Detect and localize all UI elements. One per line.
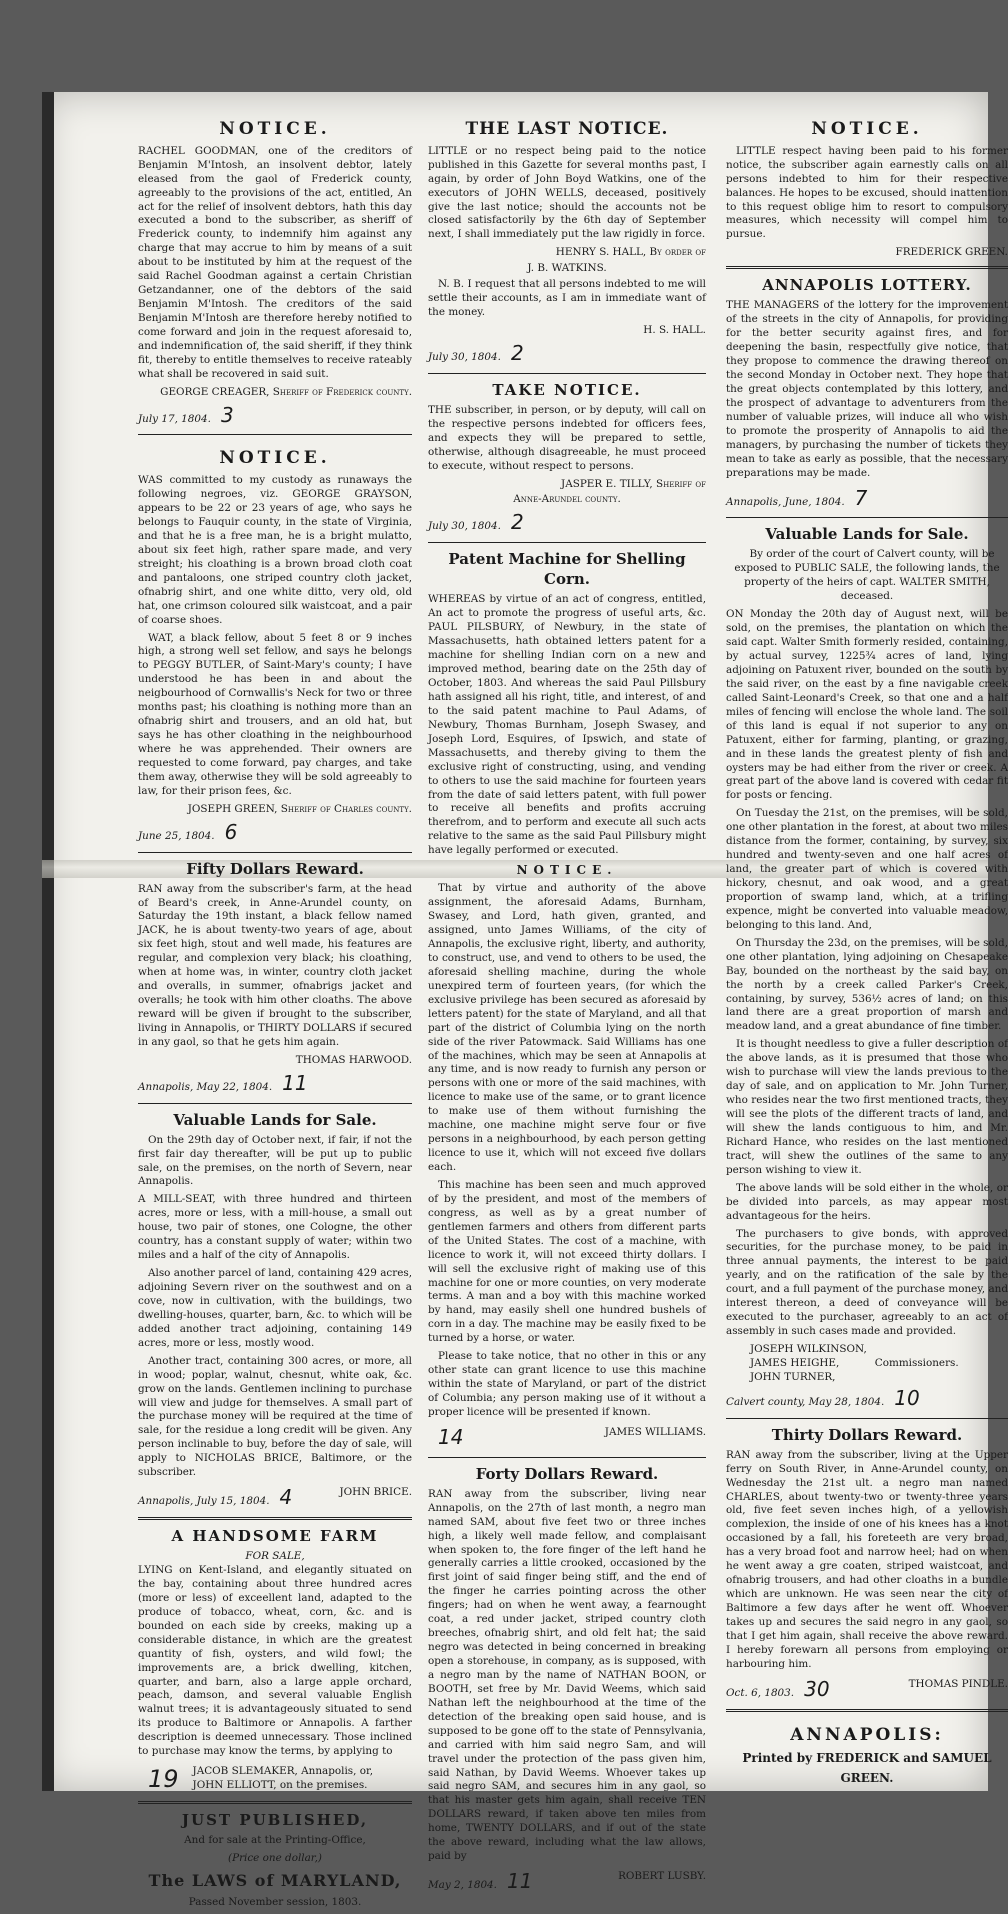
- notice-runaways-body-1: WAS committed to my custody as runaways the following negroes, viz. GEORGE GRAYSON, appears to be 22 or 23 years of age, who says he belongs to Fauquir county, in the state of Virginia, and that he is a free man, he is a bright mulatto, about six feet high, rather spare made, and very streight; his cloathing is a brown broad cloth coat and pantaloons, one striped country cloth jacket, ofnabrig shirt, and one white ditto, very old, old hat, one crimson coloured silk waistcoat, and a pair of coarse shoes.: [138, 474, 412, 626]
- reward-fifty-heading: Fifty Dollars Reward.: [186, 859, 364, 878]
- imprint-line-2: GREEN.: [840, 1771, 894, 1786]
- column-1: [138, 106, 412, 1914]
- calvert-lands-p6: The purchasers to give bonds, with approved securities, for the purchase money, to be paid in three annual payments, the interest to be paid yearly, and on the ratification of the sale by the court, and a full payment of the purchase money, and interest thereon, a deed of conveyance will be executed to the purchaser, agreeably to an act of assembly in such cases made and provided.: [726, 1227, 1008, 1338]
- farm-subheading: FOR SALE,: [245, 1550, 305, 1563]
- lands-severn-p3: Another tract, containing 300 acres, or more, all in wood; poplar, walnut, chesnut, white oak, &c. grow on the lands. Gentlemen inclining to purchase will view and judge for themselves. A small part of the purchase money will be required at the time of sale, for the residue a long credit will be given. Any person inclinable to buy, before the day of sale, will apply to NICHOLAS BRICE, Baltimore, or the subscriber.: [138, 1354, 412, 1479]
- calvert-lands-signature-1: JOSEPH WILKINSON,: [750, 1343, 867, 1355]
- lottery-body: THE MANAGERS of the lottery for the improvement of the streets in the city of Annapolis, for providing for the better security against fires, and for deepening the basin, respectfully give notice, that they propose to commence the drawing thereof on the second Monday in October next. They hope that the great objects contemplated by this lottery, and the prospect of advantage to adventurers from the number of valuable prizes, will induce all who wish to promote the prosperity of Annapolis to aid the managers, by purchasing the number of tickets they mean to take as early as possible, that the necessary preparations may be made.: [726, 299, 1008, 479]
- lottery-date: Annapolis, June, 1804.: [726, 495, 845, 508]
- notice-runaways-signature: JOSEPH GREEN, Sheriff of Charles county.: [187, 802, 412, 815]
- published-heading: JUST PUBLISHED,: [181, 1811, 369, 1830]
- divider: [138, 1103, 412, 1104]
- notice-runaways-heading: NOTICE.: [219, 448, 331, 469]
- published-line-3: The LAWS of MARYLAND,: [148, 1871, 402, 1891]
- calvert-lands-p5: The above lands will be sold either in the whole, or be divided into parcels, as may appear most advantageous for the heirs.: [726, 1181, 1008, 1222]
- lands-severn-number: 4: [279, 1485, 293, 1510]
- reward-fifty-number: 11: [282, 1070, 308, 1095]
- take-notice-number: 2: [510, 510, 524, 535]
- calvert-lands-p3: On Thursday the 23d, on the premises, will be sold, one other plantation, lying adjoining on Chesapeake Bay, bounded on the northeast by the said bay, on the north by a creek called Parker's Creek, containing, by survey, 536½ acres of land; on this land there are a great proportion of marsh and meadow land, and a great abundance of fine timber.: [726, 936, 1008, 1033]
- last-notice-signature-1: HENRY S. HALL, By order of: [555, 246, 706, 259]
- reward-thirty-body: RAN away from the subscriber, living at the Upper ferry on South River, in Anne-Arundel county, on Wednesday the 21st ult. a negro man named CHARLES, about twenty-two or twenty-three years old, five feet seven inches high, of a yellowish complexion, the inside of one of his knees has a knot occasioned by a fall, his foreteeth are very broad, has a very broad foot and narrow heel; had on when he went away a gre coaten, striped waistcoat, and ofnabrig trousers, and had other cloaths in a bundle which are unknown. He was seen near the city of Baltimore a few days after he went off. Whoever takes up and secures the said negro in any gaol, so that I get him again, shall receive the above reward. I hereby forewarn all persons from employing or harbouring him.: [726, 1448, 1008, 1670]
- reward-forty-number: 11: [506, 1869, 533, 1894]
- reward-thirty-number: 30: [804, 1676, 830, 1701]
- last-notice-signature-2: J. B. WATKINS.: [527, 262, 607, 275]
- patent-notice-body-3: Please to take notice, that no other in this or any other state can grant licence to use this machine within the state of Maryland, or part of the district of Columbia; any person making use of it without a proper licence will be presented if known.: [428, 1350, 706, 1418]
- column-3: [726, 106, 1008, 1790]
- take-notice-signature-2: Anne-Arundel county.: [513, 493, 621, 506]
- patent-notice-body-2: This machine has been seen and much approved of by the president, and most of the members of congress, as well as by a great number of gentlemen farmers and others from different parts of the United States. The cost of a machine, with licence to work it, will not exceed thirty dollars. I will sell the exclusive right of making use of this machine for one or more counties, on very moderate terms. A man and a boy with this machine worked by hand, may easily shell one hundred bushels of corn in a day. The machine may be easily fixed to be turned by a horse, or water.: [428, 1178, 706, 1345]
- patent-heading: Patent Machine for Shelling Corn.: [448, 550, 686, 589]
- notice-goodman-body: RACHEL GOODMAN, one of the creditors of Benjamin M'Intosh, an insolvent debtor, lately eleased from the gaol of Frederick county, agreeably to the provisions of the act, entitled, An act for the relief of insolvent debtors, hath this day executed a bond to the subscriber, as sheriff of Frederick county, to indemnify him against any charge that may accrue to him by means of a suit about to be instituted by him at the request of the said Rachel Goodman against a certain Christian Getzandanner, one of the debtors of the said Benjamin M'Intosh. The creditors of the said Benjamin M'Intosh are therefore hereby notified to come forward and join in the request aforesaid to, and indemnification of, the said sheriff, if they think fit, thereby to entitle themselves to receive rateably what shall be recovered in said suit.: [138, 144, 413, 380]
- lands-severn-p2: Also another parcel of land, containing 429 acres, adjoining Severn river on the southwest and on a cove, now in cultivation, with the buildings, two dwelling-houses, quarter, barn, &c. to which will be added another tract adjoining, containing 149 acres, more or less, mostly wood.: [138, 1267, 412, 1349]
- reward-fifty-signature: THOMAS HARWOOD.: [295, 1053, 412, 1066]
- calvert-lands-p2: On Tuesday the 21st, on the premises, will be sold, one other plantation in the forest, at about two miles distance from the former, containing, by survey, six hundred and twenty-seven and one half acres of land, the greater part of which is covered with hickory, chesnut, and oak wood, and a great proportion of swamp land, which, at a trifling expence, might be converted into valuable meadow, belonging to this land. And,: [726, 807, 1008, 931]
- divider: [726, 1418, 1008, 1419]
- patent-notice-number: 14: [438, 1424, 464, 1449]
- published-line-4: Passed November session, 1803.: [188, 1895, 362, 1908]
- green-notice-body: LITTLE respect having been paid to his former notice, the subscriber again earnestly calls on all persons indebted to him for their respective balances. He hopes to be excused, should inattention to this request oblige him to resort to compulsory measures, which necessity will compel him to pursue.: [726, 144, 1008, 241]
- calvert-lands-heading: Valuable Lands for Sale.: [765, 525, 969, 544]
- divider: [428, 373, 706, 374]
- reward-thirty-signature: THOMAS PINDLE.: [908, 1677, 1008, 1690]
- divider: [138, 852, 412, 853]
- lands-severn-date: Annapolis, July 15, 1804.: [138, 1495, 270, 1508]
- reward-forty-date: May 2, 1804.: [428, 1879, 497, 1892]
- reward-forty-body: RAN away from the subscriber, living near Annapolis, on the 27th of last month, a negro man named SAM, about five feet two or three inches high, a likely well made fellow, and complaisant when spoken to, the fore finger of the left hand he generally carries a little crooked, occasioned by the first joint of said finger being stiff, and the end of the finger he carries pointing across the other fingers; had on when he went away, a fearnought coat, a red under jacket, striped country cloth breeches, ofnabrig shirt, and old felt hat; the said negro was detected in being concerned in breaking open a storehouse, in company, as is supposed, with a negro man by the name of NATHAN BOON, or BOOTH, set free by Mr. David Weems, which said Nathan left the neighbourhood at the time of the detection of the breaking open said house, and is supposed to be gone off to the state of Pennsylvania, and carried with him said negro Sam, and will travel under the protection of the pass given him, said Nathan, by David Weems. Whoever takes up said negro SAM, and secures him in any gaol, so that his master gets him again, shall receive TEN DOLLARS reward, if taken above ten miles from home, TWENTY DOLLARS, and if out of the state the above reward, including what the law allows, paid by: [428, 1487, 706, 1863]
- calvert-lands-intro: By order of the court of Calvert county, will be exposed to PUBLIC SALE, the following lands, the property of the heirs of capt. WALTER SMITH, deceased.: [734, 548, 1000, 603]
- take-notice-signature-1: JASPER E. TILLY, Sheriff of: [561, 477, 706, 490]
- green-notice-heading: NOTICE.: [811, 119, 923, 139]
- last-notice-date: July 30, 1804.: [428, 350, 501, 363]
- published-line-1: And for sale at the Printing-Office,: [184, 1834, 366, 1847]
- calvert-lands-number: 10: [894, 1385, 920, 1410]
- divider: [138, 434, 412, 435]
- last-notice-nb: N. B. I request that all persons indebted to me will settle their accounts, as I am in immediate want of the money.: [428, 278, 706, 319]
- farm-body: LYING on Kent-Island, and elegantly situated on the bay, containing about three hundred acres (more or less) of exceellent land, adapted to the produce of tobacco, wheat, corn, &c. and is bounded on each side by creeks, making up a considerable distance, in which are the greatest quantity of fish, oysters, and wild fowl; the improvements are, a brick dwelling, kitchen, quarter, and barn, also a large apple orchard, peach, damson, and several valuable English walnut trees; it is advantageously situated to send its produce to Baltimore or Annapolis. A farther description is deemed unnecessary. Those inclined to purchase may know the terms, by applying to: [138, 1564, 412, 1758]
- last-notice-nb-signature: H. S. HALL.: [643, 324, 706, 337]
- notice-goodman-signature: GEORGE CREAGER, Sheriff of Frederick county.: [160, 385, 412, 398]
- imprint-line-1: Printed by FREDERICK and SAMUEL: [742, 1751, 992, 1766]
- patent-body: WHEREAS by virtue of an act of congress, entitled, An act to promote the progress of useful arts, &c. PAUL PILSBURY, of Newbury, in the state of Massachusetts, hath obtained letters patent for a machine for shelling Indian corn on a new and improved method, bearing date on the 25th day of October, 1803. And whereas the said Paul Pillsbury hath assigned all his right, title, and interest, of and to the said patent machine to Paul Adams, of Newbury, Thomas Burnham, Joseph Swasey, and Joseph Lord, Esquires, of Ipswich, and state of Massachusetts, and thereby giving to them the exclusive right of constructing, using, and vending to others to use the said machine for fourteen years from the date of said letters patent, with full power to receive all benefits and profits accruing therefrom, and to perform and execute all such acts relative to the same as the said Paul Pillsbury might have legally performed or executed.: [428, 593, 706, 857]
- patent-notice-body-1: That by virtue and authority of the above assignment, the aforesaid Adams, Burnham, Swasey, and Lord, hath given, granted, and assigned, unto James Williams, of the city of Annapolis, the exclusive right, liberty, and authority, to construct, use, and vend to others to be used, the aforesaid shelling machine, during the whole unexpired term of fourteen years, (for which the exclusive privilege has been secured as aforesaid by letters patent) for the state of Maryland, and all that part of the district of Columbia lying on the north side of the river Patowmack. Said Williams has one of the machines, which may be seen at Annapolis at any time, and is now ready to furnish any person or persons with one or more of the said machines, with licence to make use of the same, or to grant licence to make use of them without furnishing the machine, one machine might serve four or five persons in a neighbourhood, by each person getting licence to use it, which will not exceed five dollars each.: [428, 882, 706, 1174]
- farm-heading: A HANDSOME FARM: [171, 1526, 379, 1545]
- patent-notice-signature: JAMES WILLIAMS.: [604, 1425, 706, 1438]
- notice-goodman-number: 3: [220, 402, 234, 427]
- farm-signature-1: JACOB SLEMAKER, Annapolis, or,: [192, 1765, 374, 1778]
- take-notice-date: July 30, 1804.: [428, 520, 501, 533]
- calvert-lands-signature-2: JAMES HEIGHE,: [750, 1356, 840, 1369]
- farm-signature-2: JOHN ELLIOTT, on the premises.: [192, 1779, 368, 1792]
- divider: [726, 517, 1008, 518]
- binding-edge: [42, 92, 54, 1791]
- calvert-lands-signature-3: JOHN TURNER,: [750, 1370, 836, 1383]
- divider: [726, 266, 1008, 269]
- lands-severn-heading: Valuable Lands for Sale.: [173, 1110, 377, 1129]
- lands-severn-intro: On the 29th day of October next, if fair, if not the first fair day thereafter, will be put up to public sale, on the premises, on the north of Severn, near Annapolis.: [138, 1133, 412, 1188]
- imprint-heading: ANNAPOLIS:: [790, 1724, 944, 1745]
- last-notice-number: 2: [510, 340, 524, 365]
- take-notice-body: THE subscriber, in person, or by deputy, will call on the respective persons indebted for officers fees, and expects they will be prepared to settle, otherwise, although disagreeable, he must proceed to execute, without respect to persons.: [428, 403, 706, 472]
- divider: [138, 1517, 412, 1520]
- calvert-lands-p4: It is thought needless to give a fuller description of the above lands, as it is presumed that those who wish to purchase will view the lands previous to the day of sale, and on application to Mr. John Turner, who resides near the two first mentioned tracts, they will see the plots of the different tracts of land, and will shew the lands contiguous to him, and Mr. Richard Hance, who resides on the last mentioned tract, will shew the outlines of the same to any person wishing to view it.: [726, 1038, 1008, 1176]
- take-notice-heading: TAKE NOTICE.: [492, 380, 642, 399]
- lottery-number: 7: [854, 485, 868, 510]
- lands-severn-p1: A MILL-SEAT, with three hundred and thirteen acres, more or less, with a mill-house, a small out house, two pair of stones, one Cologne, the other country, has a constant supply of water; within two miles and a half of the city of Annapolis.: [138, 1193, 412, 1262]
- newspaper-page: [42, 92, 1008, 1908]
- divider: [726, 1709, 1008, 1712]
- reward-forty-signature: ROBERT LUSBY.: [618, 1870, 706, 1883]
- divider: [138, 1801, 412, 1804]
- reward-forty-heading: Forty Dollars Reward.: [475, 1464, 659, 1483]
- last-notice-heading: THE LAST NOTICE.: [465, 119, 669, 139]
- farm-number: 19: [148, 1765, 179, 1794]
- notice-goodman-heading: NOTICE.: [219, 119, 331, 139]
- reward-thirty-date: Oct. 6, 1803.: [726, 1686, 795, 1699]
- lottery-heading: ANNAPOLIS LOTTERY.: [762, 276, 972, 295]
- reward-fifty-body: RAN away from the subscriber's farm, at the head of Beard's creek, in Anne-Arundel county, on Saturday the 19th instant, a black fellow named JACK, he is about twenty-two years of age, about six feet high, stout and well made, his features are regular, and complexion very black; his cloathing, when at home was, in winter, country cloth jacket and overalls, in summer, ofnabrigs jacket and overalls; he took with him other cloaths. The above reward will be given if brought to the subscriber, living in Annapolis, or THIRTY DOLLARS if secured in any gaol, so that he gets him again.: [138, 882, 412, 1048]
- published-line-2: (Price one dollar,): [228, 1852, 322, 1865]
- divider: [428, 1457, 706, 1458]
- calvert-lands-date: Calvert county, May 28, 1804.: [726, 1395, 885, 1408]
- calvert-lands-p1: ON Monday the 20th day of August next, will be sold, on the premises, the plantation on which the said capt. Walter Smith formerly resided, containing, by actual survey, 1225¾ acres of land, lying adjoining on Patuxent river, bounded on the south by the said river, on the east by a fine navigable creek called Saint-Leonard's Creek, so that one and a half miles of fencing will enclose the whole land. The soil of this land is equal if not superior to any on Patuxent, either for farming, planting, or grazing, and in these lands the greatest plenty of fish and oysters may be had either from the river or creek. A great part of the above land is covered with cedar fit for posts or fencing.: [726, 608, 1008, 802]
- column-2: [428, 106, 706, 1895]
- notice-runaways-date: June 25, 1804.: [138, 829, 215, 842]
- reward-fifty-date: Annapolis, May 22, 1804.: [138, 1080, 273, 1093]
- last-notice-body: LITTLE or no respect being paid to the notice published in this Gazette for several months past, I again, by order of John Boyd Watkins, one of the executors of JOHN WELLS, deceased, positively give the last notice; should the accounts not be closed satisfactorily by the 6th day of September next, I shall immediately put the law rigidly in force.: [428, 144, 706, 241]
- reward-thirty-heading: Thirty Dollars Reward.: [771, 1425, 963, 1444]
- calvert-lands-signature-role: Commissioners.: [874, 1356, 959, 1369]
- notice-runaways-body-2: WAT, a black fellow, about 5 feet 8 or 9 inches high, a strong well set fellow, and says he belongs to PEGGY BUTLER, of Saint-Mary's county; I have understood he has been in and about the neigbourhood of Cornwallis's Neck for two or three months past; his cloathing is nothing more than an ofnabrig shirt and trousers, and an old hat, but says he has other cloathing in the neighbourhood where he was apprehended. Their owners are requested to come forward, pay charges, and take them away, otherwise they will be sold agreeably to law, for their prison fees, &c.: [138, 631, 412, 797]
- notice-goodman-date: July 17, 1804.: [138, 412, 211, 425]
- patent-notice-heading: NOTICE.: [516, 863, 618, 878]
- notice-runaways-number: 6: [224, 819, 238, 844]
- lands-severn-signature: JOHN BRICE.: [339, 1486, 412, 1499]
- divider: [428, 542, 706, 543]
- green-notice-signature: FREDERICK GREEN.: [895, 246, 1008, 259]
